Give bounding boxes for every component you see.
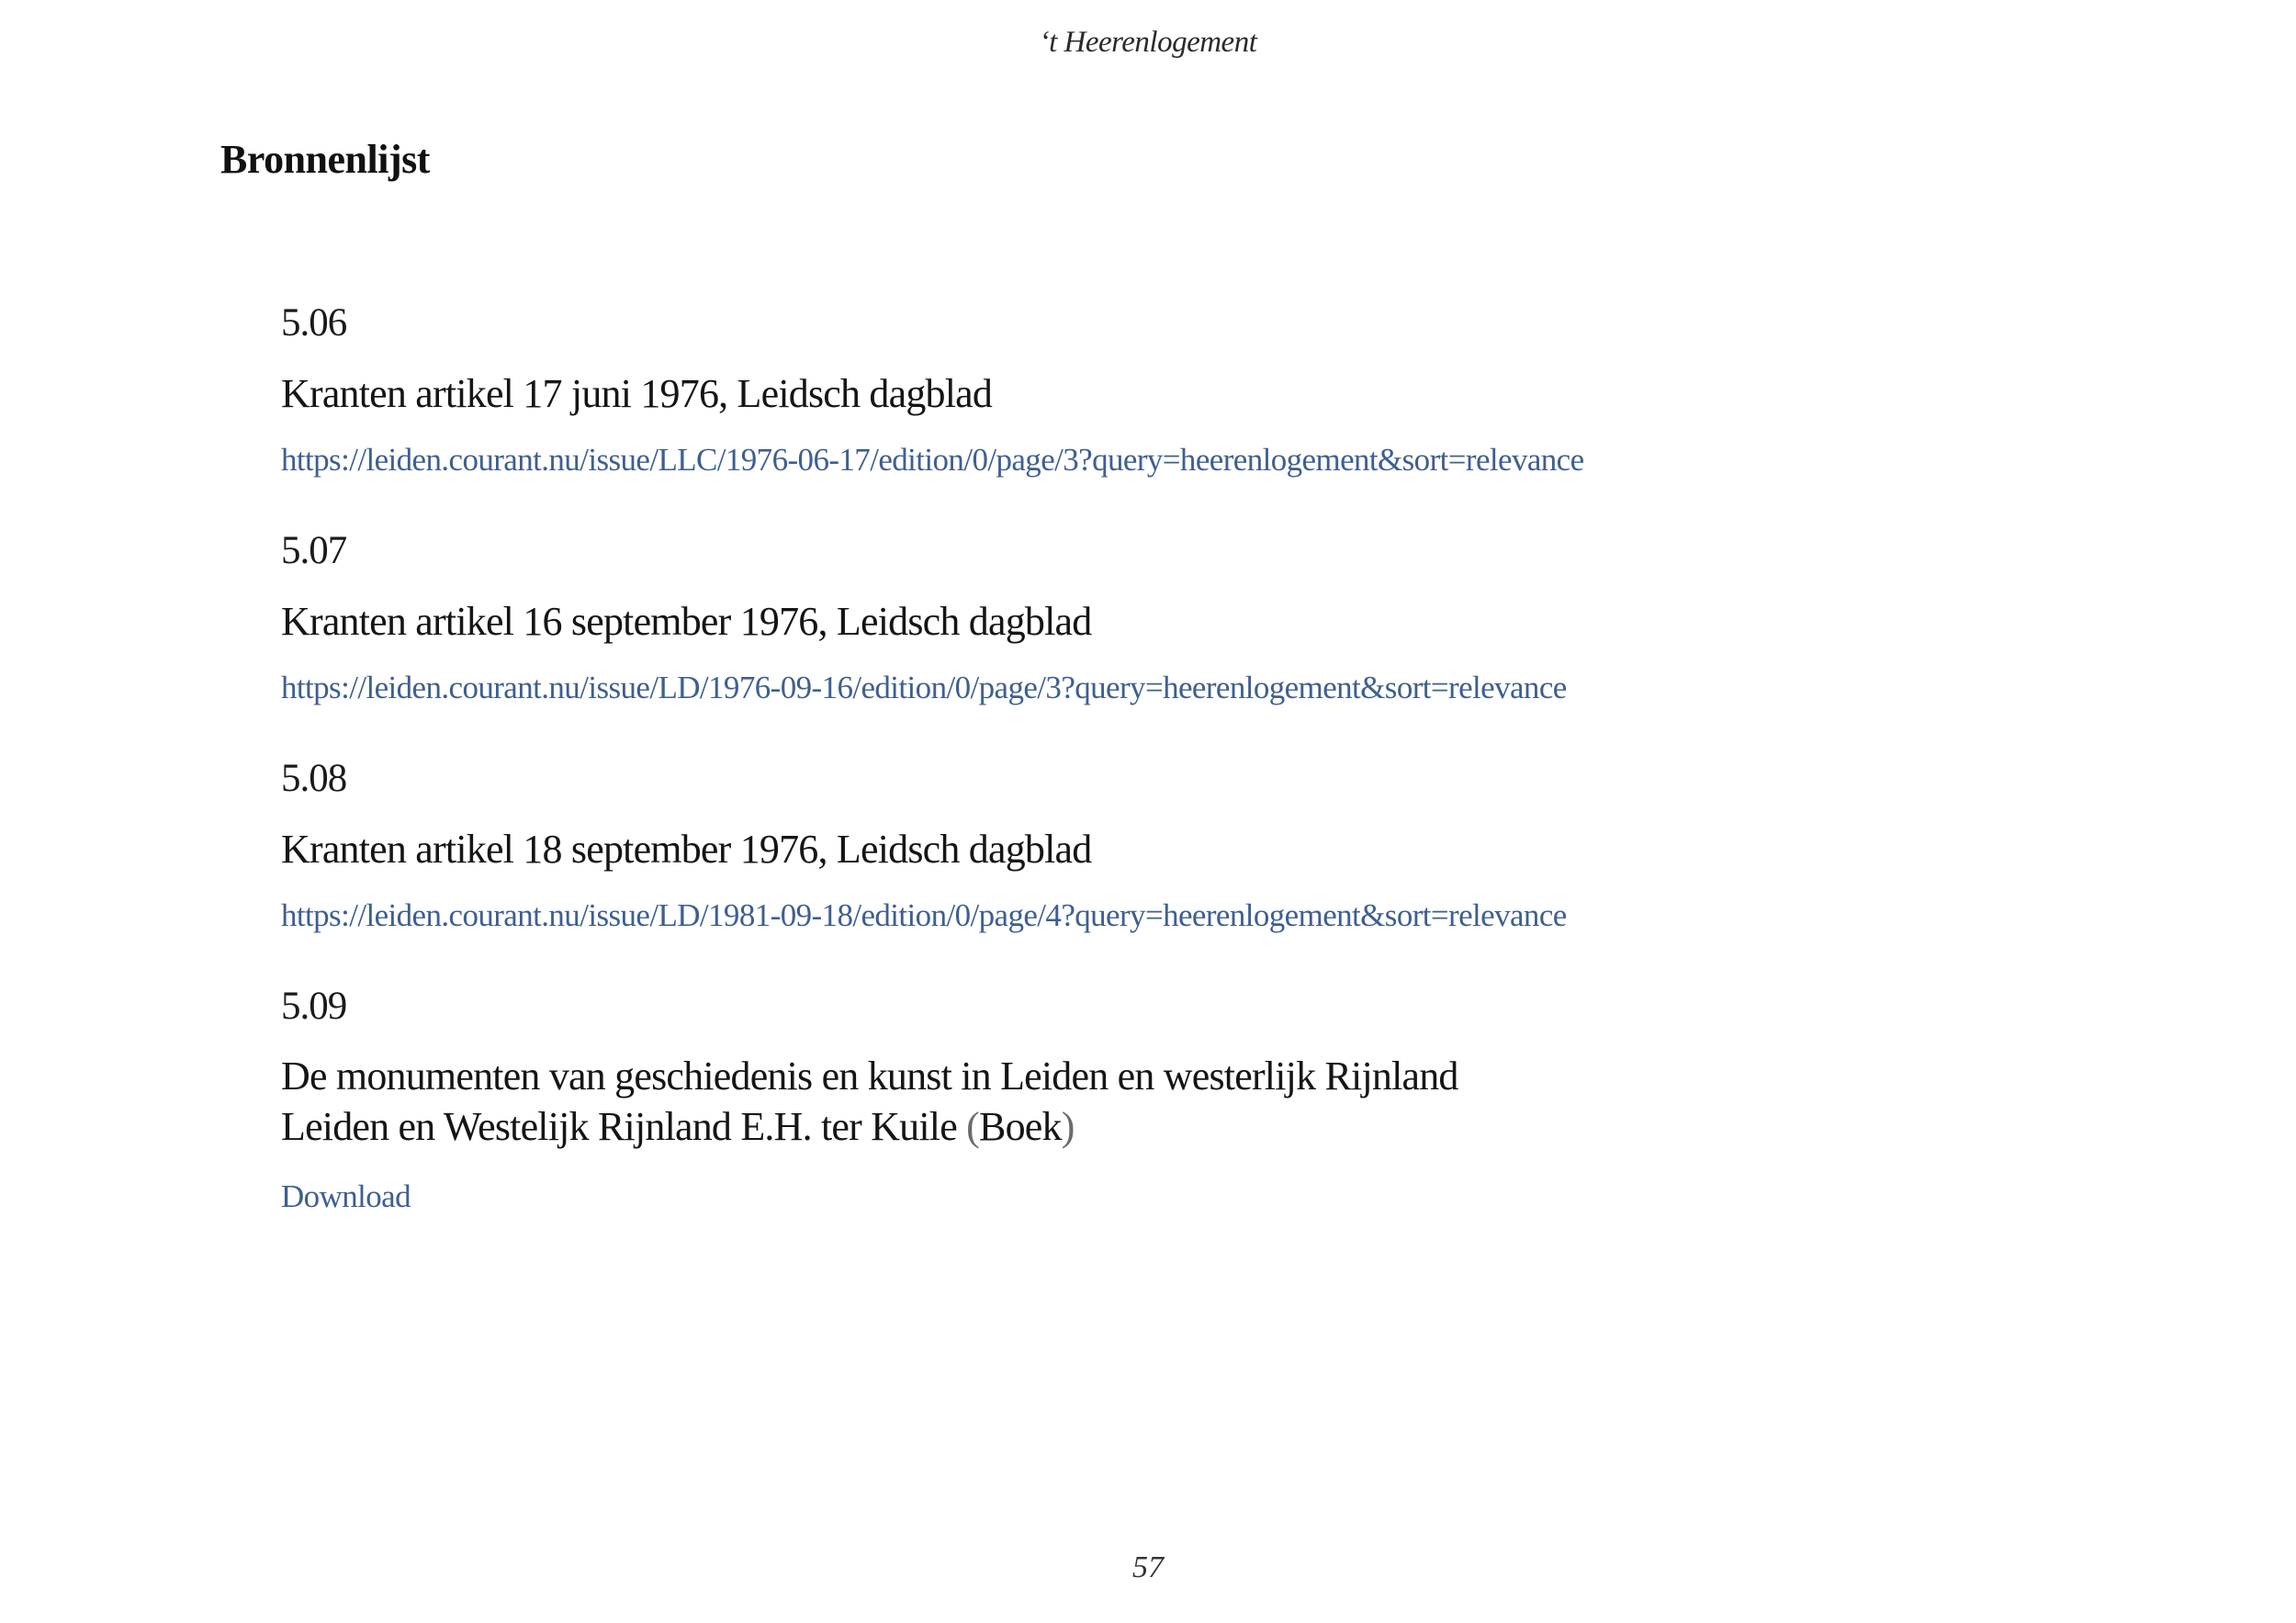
source-entry [281,303,1584,476]
entry-title: Kranten artikel 16 september 1976, Leidsch dagblad [281,599,1092,644]
entry-type-note: (Boek) [966,1104,1075,1149]
section-title: Bronnenlijst [220,137,430,182]
source-entry [281,531,1567,704]
entry-type-label: Boek [979,1104,1062,1149]
source-entry [281,986,1458,1212]
entry-title: Kranten artikel 18 september 1976, Leidsch dagblad [281,827,1092,872]
source-entry [281,759,1567,931]
entry-title-text: Leiden en Westelijk Rijnland E.H. ter Kuile [281,1104,957,1149]
source-link[interactable]: https://leiden.courant.nu/issue/LD/1976-09-16/edition/0/page/3?query=heerenlogement&sort=relevance [281,670,1567,705]
entry-number: 5.08 [281,757,347,800]
download-link[interactable]: Download [281,1178,411,1214]
entry-title-line [281,1104,1458,1149]
running-header: ‘t Heerenlogement [1039,26,1257,59]
page-number: 57 [1132,1550,1164,1584]
entry-title: Kranten artikel 17 juni 1976, Leidsch dagblad [281,371,993,416]
entry-number: 5.07 [281,529,347,572]
entry-title [281,1056,1458,1147]
source-link[interactable]: https://leiden.courant.nu/issue/LD/1981-09-18/edition/0/page/4?query=heerenlogement&sort=relevance [281,897,1567,933]
entry-title-line: De monumenten van geschiedenis en kunst in Leiden en westerlijk Rijnland [281,1054,1458,1099]
entry-number: 5.06 [281,301,347,344]
source-link[interactable]: https://leiden.courant.nu/issue/LLC/1976-06-17/edition/0/page/3?query=heerenlogement&sort=relevance [281,442,1584,478]
entry-number: 5.09 [281,985,347,1028]
